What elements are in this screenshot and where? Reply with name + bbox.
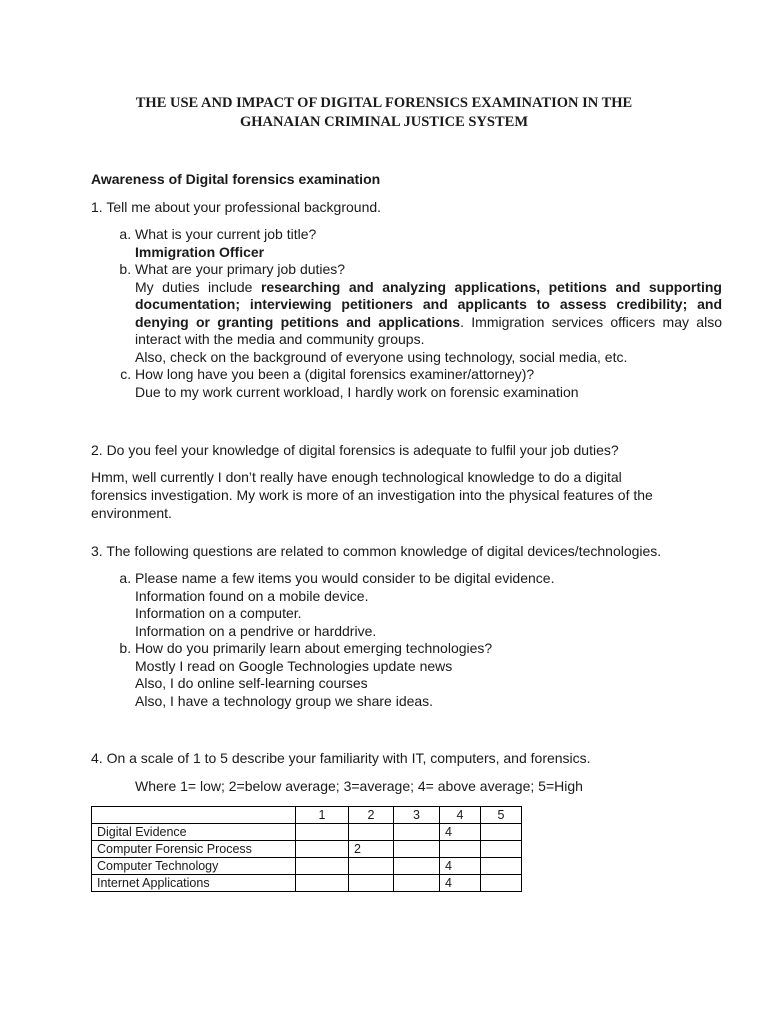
rating-cell [296,875,349,892]
q1c-answer: Due to my work current workload, I hardly work on forensic examination [135,383,579,400]
table-header-cell: 3 [394,807,440,824]
rating-cell [481,824,522,841]
rating-cell [394,841,440,858]
q3a-answer-2: Information on a computer. [135,605,302,621]
q3b-answer-2: Also, I do online self-learning courses [135,675,368,691]
q3a-answer-1: Information found on a mobile device. [135,587,369,604]
question-1: 1. Tell me about your professional background. [91,199,382,215]
q1-item-b [135,261,722,366]
q1b-prefix: My duties include [135,278,261,295]
question-1-subitems [91,226,722,401]
q1c-question: c. How long have you been a (digital forensics examiner/attorney)? [135,366,535,382]
document-title [60,94,708,132]
row-label: Digital Evidence [92,824,296,841]
table-header-cell: 4 [440,807,481,824]
table-header-cell: 5 [481,807,522,824]
table-header-cell: 1 [296,807,349,824]
familiarity-table [91,806,522,892]
q3-item-b [135,640,722,710]
q1-item-c [135,366,722,401]
question-2: 2. Do you feel your knowledge of digital forensics is adequate to fulfil your job duties? [91,442,619,458]
rating-cell: 4 [440,858,481,875]
q1b-answer [135,279,722,349]
rating-cell [394,824,440,841]
rating-cell [394,875,440,892]
table-row [92,824,522,841]
q3b-answer-3: Also, I have a technology group we share ideas. [135,692,434,709]
rating-cell [296,858,349,875]
rating-cell [349,875,394,892]
rating-cell [349,824,394,841]
q3a-answer-3: Information on a pendrive or harddrive. [135,622,377,639]
rating-cell [440,841,481,858]
rating-cell [481,841,522,858]
row-label: Computer Forensic Process [92,841,296,858]
rating-cell: 2 [349,841,394,858]
q3a-question: a. Please name a few items you would consider to be digital evidence. [135,570,555,586]
q1a-answer: Immigration Officer [135,243,265,260]
q1b-bold: researching and analyzing applications, petitions and supporting documentation; interviewing petitioners and applicants to assess credibility; and denying or granting petitions and applications [135,278,722,330]
q1b-extra: Also, check on the background of everyone using technology, social media, etc. [135,348,628,365]
q3-item-a [135,570,722,640]
rating-cell [481,875,522,892]
rating-cell: 4 [440,824,481,841]
table-row [92,841,522,858]
rating-cell [296,824,349,841]
q3b-question: b. How do you primarily learn about emerging technologies? [135,640,493,656]
q1a-question: a. What is your current job title? [135,226,317,242]
rating-cell [349,858,394,875]
rating-cell [481,858,522,875]
table-header-row [92,807,522,824]
table-header-cell: 2 [349,807,394,824]
title-line-1: THE USE AND IMPACT OF DIGITAL FORENSICS EXAMINATION IN THE [135,95,633,111]
row-label: Computer Technology [92,858,296,875]
q3b-answer-1: Mostly I read on Google Technologies update news [135,657,453,674]
section-heading: Awareness of Digital forensics examination [91,171,381,187]
question-3-subitems [91,570,722,710]
question-4: 4. On a scale of 1 to 5 describe your familiarity with IT, computers, and forensics. [91,750,591,766]
rating-cell [394,858,440,875]
title-line-2: GHANAIAN CRIMINAL JUSTICE SYSTEM [239,114,529,130]
q1b-question: b. What are your primary job duties? [135,261,346,277]
rating-cell: 4 [440,875,481,892]
question-2-answer: Hmm, well currently I don’t really have enough technological knowledge to do a digital forensics investigation. My work is more of an investigation into the physical features of the environment. [91,469,653,521]
q1b-suffix: . Immigration services officers may also interact with the media and community groups. [135,313,722,347]
table-row [92,875,522,892]
question-3: 3. The following questions are related to common knowledge of digital devices/technologies. [91,543,662,559]
q1-item-a [135,226,722,261]
table-header-cell [92,807,296,824]
row-label: Internet Applications [92,875,296,892]
scale-legend: Where 1= low; 2=below average; 3=average; 4= above average; 5=High [135,778,583,794]
rating-cell [296,841,349,858]
table-row [92,858,522,875]
